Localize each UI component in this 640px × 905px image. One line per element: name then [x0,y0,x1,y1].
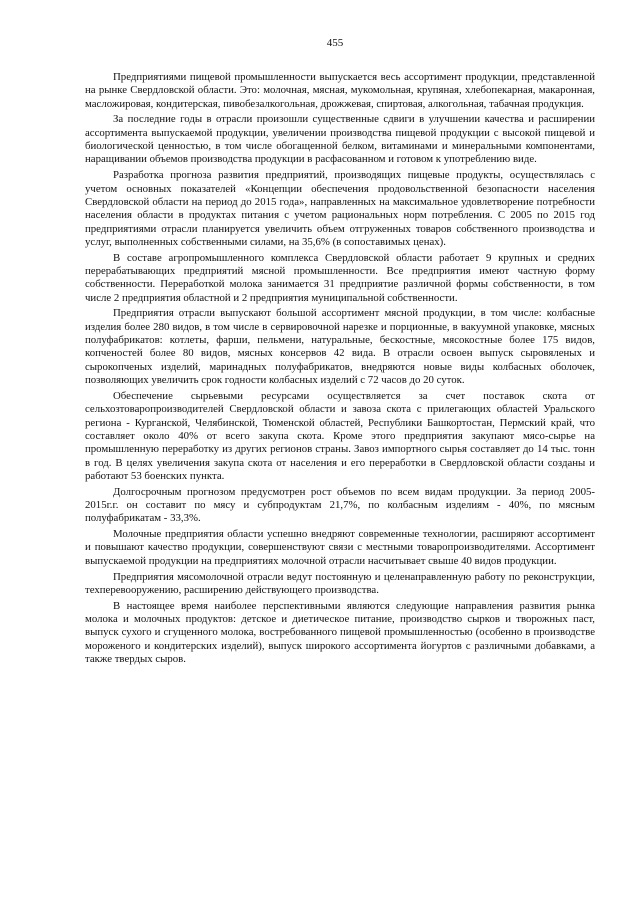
paragraph-3: Разработка прогноза развития предприятий, производящих пищевые продукты, осуществлялась с учетом основных показателей «Концепции обеспечения продовольственной безопасности населения Свердловской области на период до 2015 года», направленных на максимальное удовлетворение потребности населения области в продуктах питания с учетом рациональных норм потребления. С 2005 по 2015 год предприятиями отрасли планируется увеличить объем отгруженных товаров собственного производства и услуг, выполненных собственными силами, на 35,6% (в сопоставимых ценах). [85,169,595,248]
paragraph-10: В настоящее время наиболее перспективными являются следующие направления развития рынка молока и молочных продуктов: детское и диетическое питание, производство сырков и творожных паст, выпуск сухого и сгущенного молока, востребованного пищевой промышленностью (особенно в производстве мороженого и кондитерских изделий), выпуск широкого ассортимента йогуртов с различными добавками, а также твердых сыров. [85,599,595,665]
paragraph-6: Обеспечение сырьевыми ресурсами осуществляется за счет поставок скота от сельхозтоваропроизводителей Свердловской области и завоза скота с прилегающих областей Уральского региона - Курганской, Челябинской, Тюменской областей, Республики Башкортостан, Пермский край, что составляет около 40% от всего закупа скота. Кроме этого предприятия закупают мясо-сырье на промышленную переработку из других регионов страны. Завоз импортного сырья составляет до 14 тыс. тонн в год. В целях увеличения закупа скота от населения и его переработки в Свердловской области созданы и работают 53 боенских пункта. [85,389,595,482]
document-page [85,36,595,669]
paragraph-5: Предприятия отрасли выпускают большой ассортимент мясной продукции, в том числе: колбасные изделия более 280 видов, в том числе в сервировочной нарезке и порционные, в вакуумной упаковке, мясных полуфабрикатов: котлеты, фарши, пельмени, натуральные, бескостные, мясокостные более 175 видов, копченостей более 80 видов, мясных консервов 42 вида. В отрасли освоен выпуск сыровяленых и сырокопченых изделий, маринадных полуфабрикатов, внедряются новые виды колбасных оболочек, позволяющих увеличить срок годности колбасных изделий с 72 часов до 20 суток. [85,307,595,387]
paragraph-4: В составе агропромышленного комплекса Свердловской области работает 9 крупных и средних перерабатывающих предприятий мясной промышленности. Все предприятия имеют частную форму собственности. Переработкой молока занимается 31 предприятие различной формы собственности, в том числе 2 предприятия областной и 2 предприятия муниципальной собственности. [85,251,595,304]
paragraph-9: Предприятия мясомолочной отрасли ведут постоянную и целенаправленную работу по реконструкции, техперевооружению, расширению действующего производства. [85,570,595,596]
paragraph-8: Молочные предприятия области успешно внедряют современные технологии, расширяют ассортимент и повышают качество продукции, совершенствуют связи с местными товаропроизводителями. Ассортимент выпускаемой продукции на предприятиях молочной отрасли насчитывает свыше 40 видов продукции. [85,528,595,567]
paragraph-7: Долгосрочным прогнозом предусмотрен рост объемов по всем видам продукции. За период 2005-2015г.г. он составит по мясу и субпродуктам 21,7%, по колбасным изделиям - 40%, по мясным полуфабрикатам - 33,3%. [85,485,595,525]
paragraph-2: За последние годы в отрасли произошли существенные сдвиги в улучшении качества и расширении ассортимента выпускаемой продукции, увеличении производства пищевой продукции с высокой пищевой и биологической ценностью, в том числе обогащенной белком, витаминами и минеральными компонентами, наращивании объемов производства продукции в расфасованном и готовом к употреблению виде. [85,113,595,166]
paragraph-1: Предприятиями пищевой промышленности выпускается весь ассортимент продукции, представленной на рынке Свердловской области. Это: молочная, мясная, мукомольная, крупяная, хлебопекарная, макаронная, масложировая, кондитерская, пивобезалкогольная, дрожжевая, спиртовая, алкогольная, табачная продукция. [85,71,595,110]
page-number: 455 [326,37,344,49]
